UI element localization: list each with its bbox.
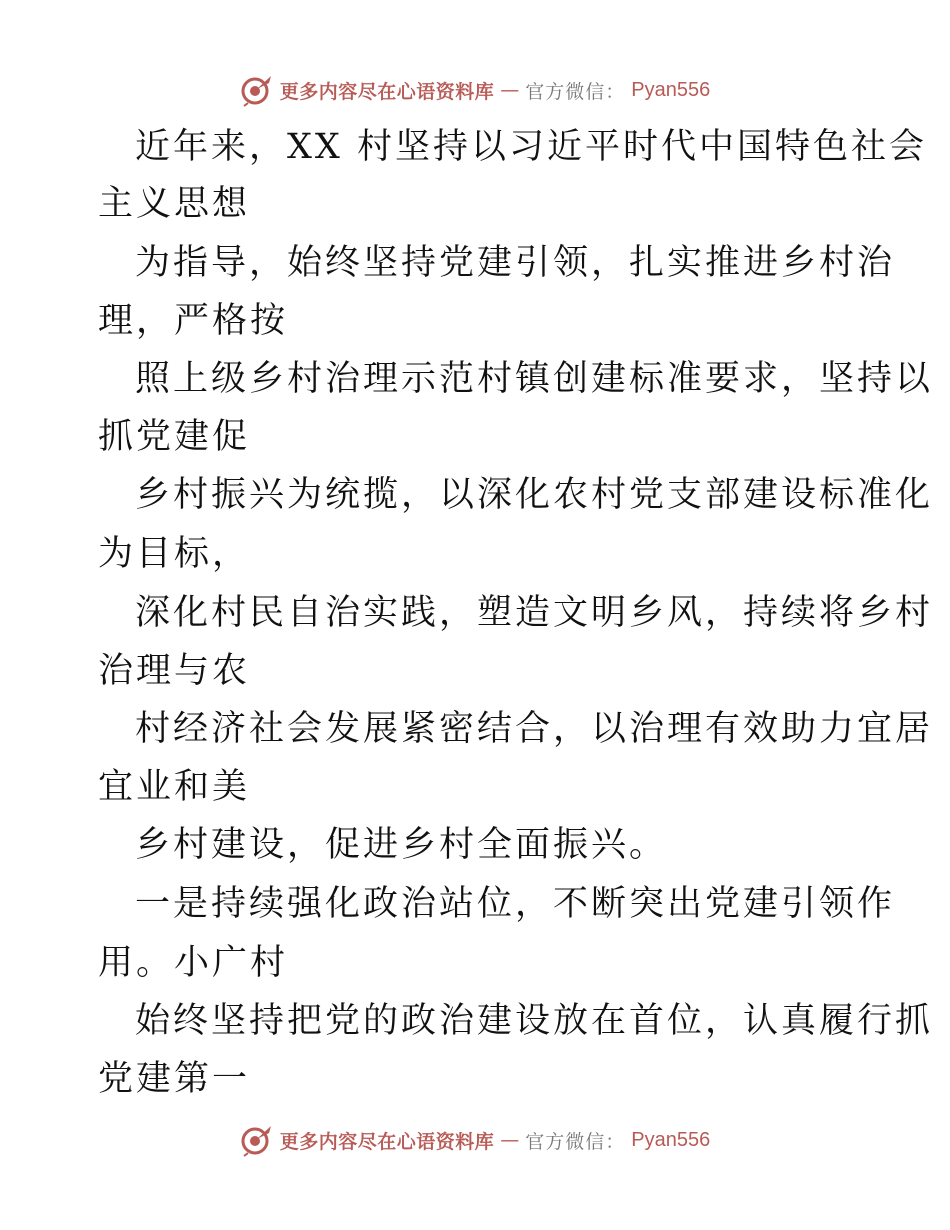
banner-dash: —	[500, 1129, 520, 1151]
banner-wechat-id: Pyan556	[631, 78, 711, 101]
banner-dash: —	[500, 79, 520, 101]
footer-banner	[0, 1120, 950, 1160]
banner-wechat-id: Pyan556	[631, 1128, 711, 1151]
paragraph-line: 乡村建设，促进乡村全面振兴。	[135, 825, 668, 865]
header-banner	[0, 70, 950, 110]
paragraph-line: 理，严格按	[98, 301, 289, 341]
paragraph-line: 照上级乡村治理示范村镇创建标准要求，坚持以	[135, 359, 934, 399]
paragraph-line: 乡村振兴为统揽，以深化农村党支部建设标准化	[135, 475, 934, 515]
banner-wechat-label: 官方微信：	[525, 80, 626, 103]
quill-logo-icon	[240, 73, 274, 107]
paragraph-line: 为指导，始终坚持党建引领，扎实推进乡村治	[135, 243, 896, 283]
paragraph-line: 主义思想	[98, 184, 251, 224]
paragraph-line: 抓党建促	[98, 417, 251, 457]
paragraph-line: 一是持续强化政治站位，不断突出党建引领作	[135, 884, 896, 924]
banner-wechat-label: 官方微信：	[525, 1130, 626, 1153]
paragraph-line: 宜业和美	[98, 767, 251, 807]
banner-site-text: 更多内容尽在心语资料库	[279, 1130, 495, 1153]
paragraph-line: 深化村民自治实践，塑造文明乡风，持续将乡村	[135, 593, 934, 633]
banner-site-text: 更多内容尽在心语资料库	[279, 80, 495, 103]
paragraph-line: 村经济社会发展紧密结合，以治理有效助力宜居	[135, 709, 934, 749]
paragraph-line: 用。小广村	[98, 943, 289, 983]
quill-logo-icon	[240, 1123, 274, 1157]
paragraph-line: 党建第一	[98, 1059, 251, 1099]
paragraph-line: 近年来，XX 村坚持以习近平时代中国特色社会	[135, 127, 927, 167]
paragraph-line: 治理与农	[98, 651, 251, 691]
paragraph-line: 始终坚持把党的政治建设放在首位，认真履行抓	[135, 1001, 934, 1041]
paragraph-line: 为目标，	[98, 534, 251, 574]
